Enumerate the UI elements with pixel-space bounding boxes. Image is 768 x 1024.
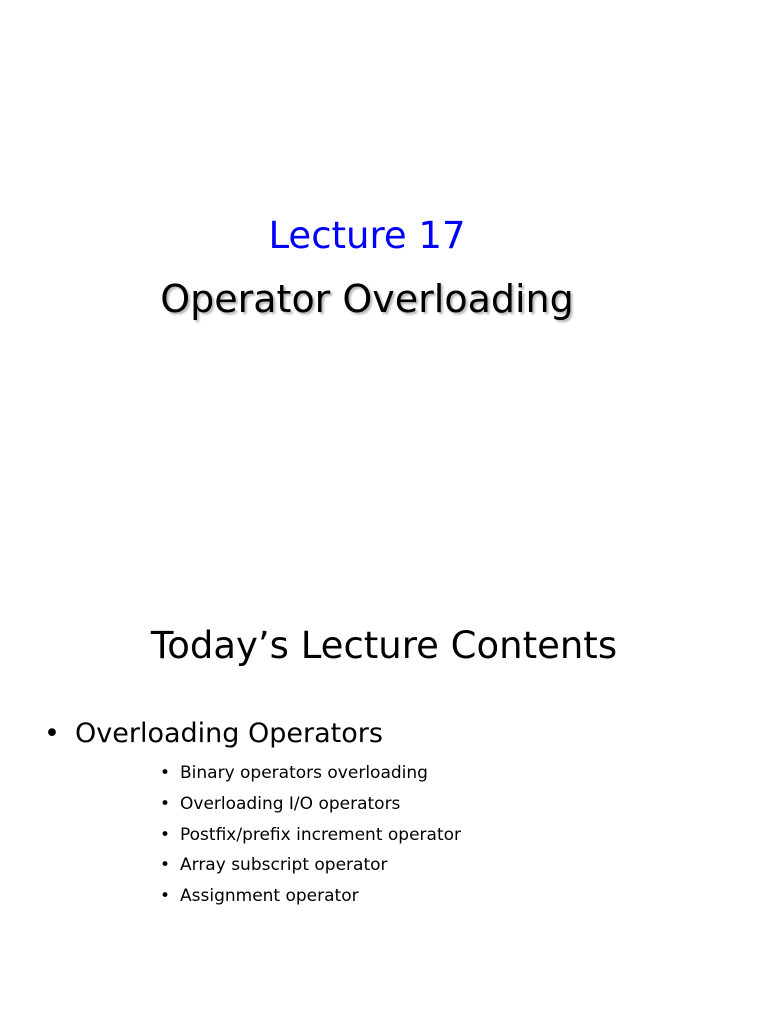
sub-bullet — [160, 885, 461, 916]
bullet-marker: • — [160, 763, 171, 783]
bullet-marker: • — [44, 718, 60, 749]
contents-title: Today’s Lecture Contents — [150, 624, 618, 667]
sub-bullet — [160, 762, 461, 793]
sub-bullet-text: Overloading I/O operators — [180, 793, 401, 814]
bullet-marker: • — [160, 824, 171, 845]
bullet-marker: • — [160, 855, 171, 876]
sub-bullet-list — [160, 762, 461, 916]
sub-bullet-text: Array subscript operator — [180, 855, 388, 876]
sub-bullet-text: Binary operators overloading — [180, 763, 428, 783]
sub-bullet — [160, 824, 461, 855]
lecture-number: Lecture 17 — [268, 214, 466, 257]
main-bullet-text: Overloading Operators — [75, 718, 383, 749]
main-bullet — [44, 716, 383, 752]
sub-bullet — [160, 854, 461, 885]
contents-slide — [0, 576, 768, 1024]
bullet-marker: • — [160, 886, 171, 907]
bullet-marker: • — [160, 793, 171, 814]
sub-bullet — [160, 793, 461, 824]
sub-bullet-text: Postfix/prefix increment operator — [180, 824, 461, 845]
lecture-title: Operator Overloading — [160, 277, 574, 321]
sub-bullet-text: Assignment operator — [180, 886, 359, 907]
